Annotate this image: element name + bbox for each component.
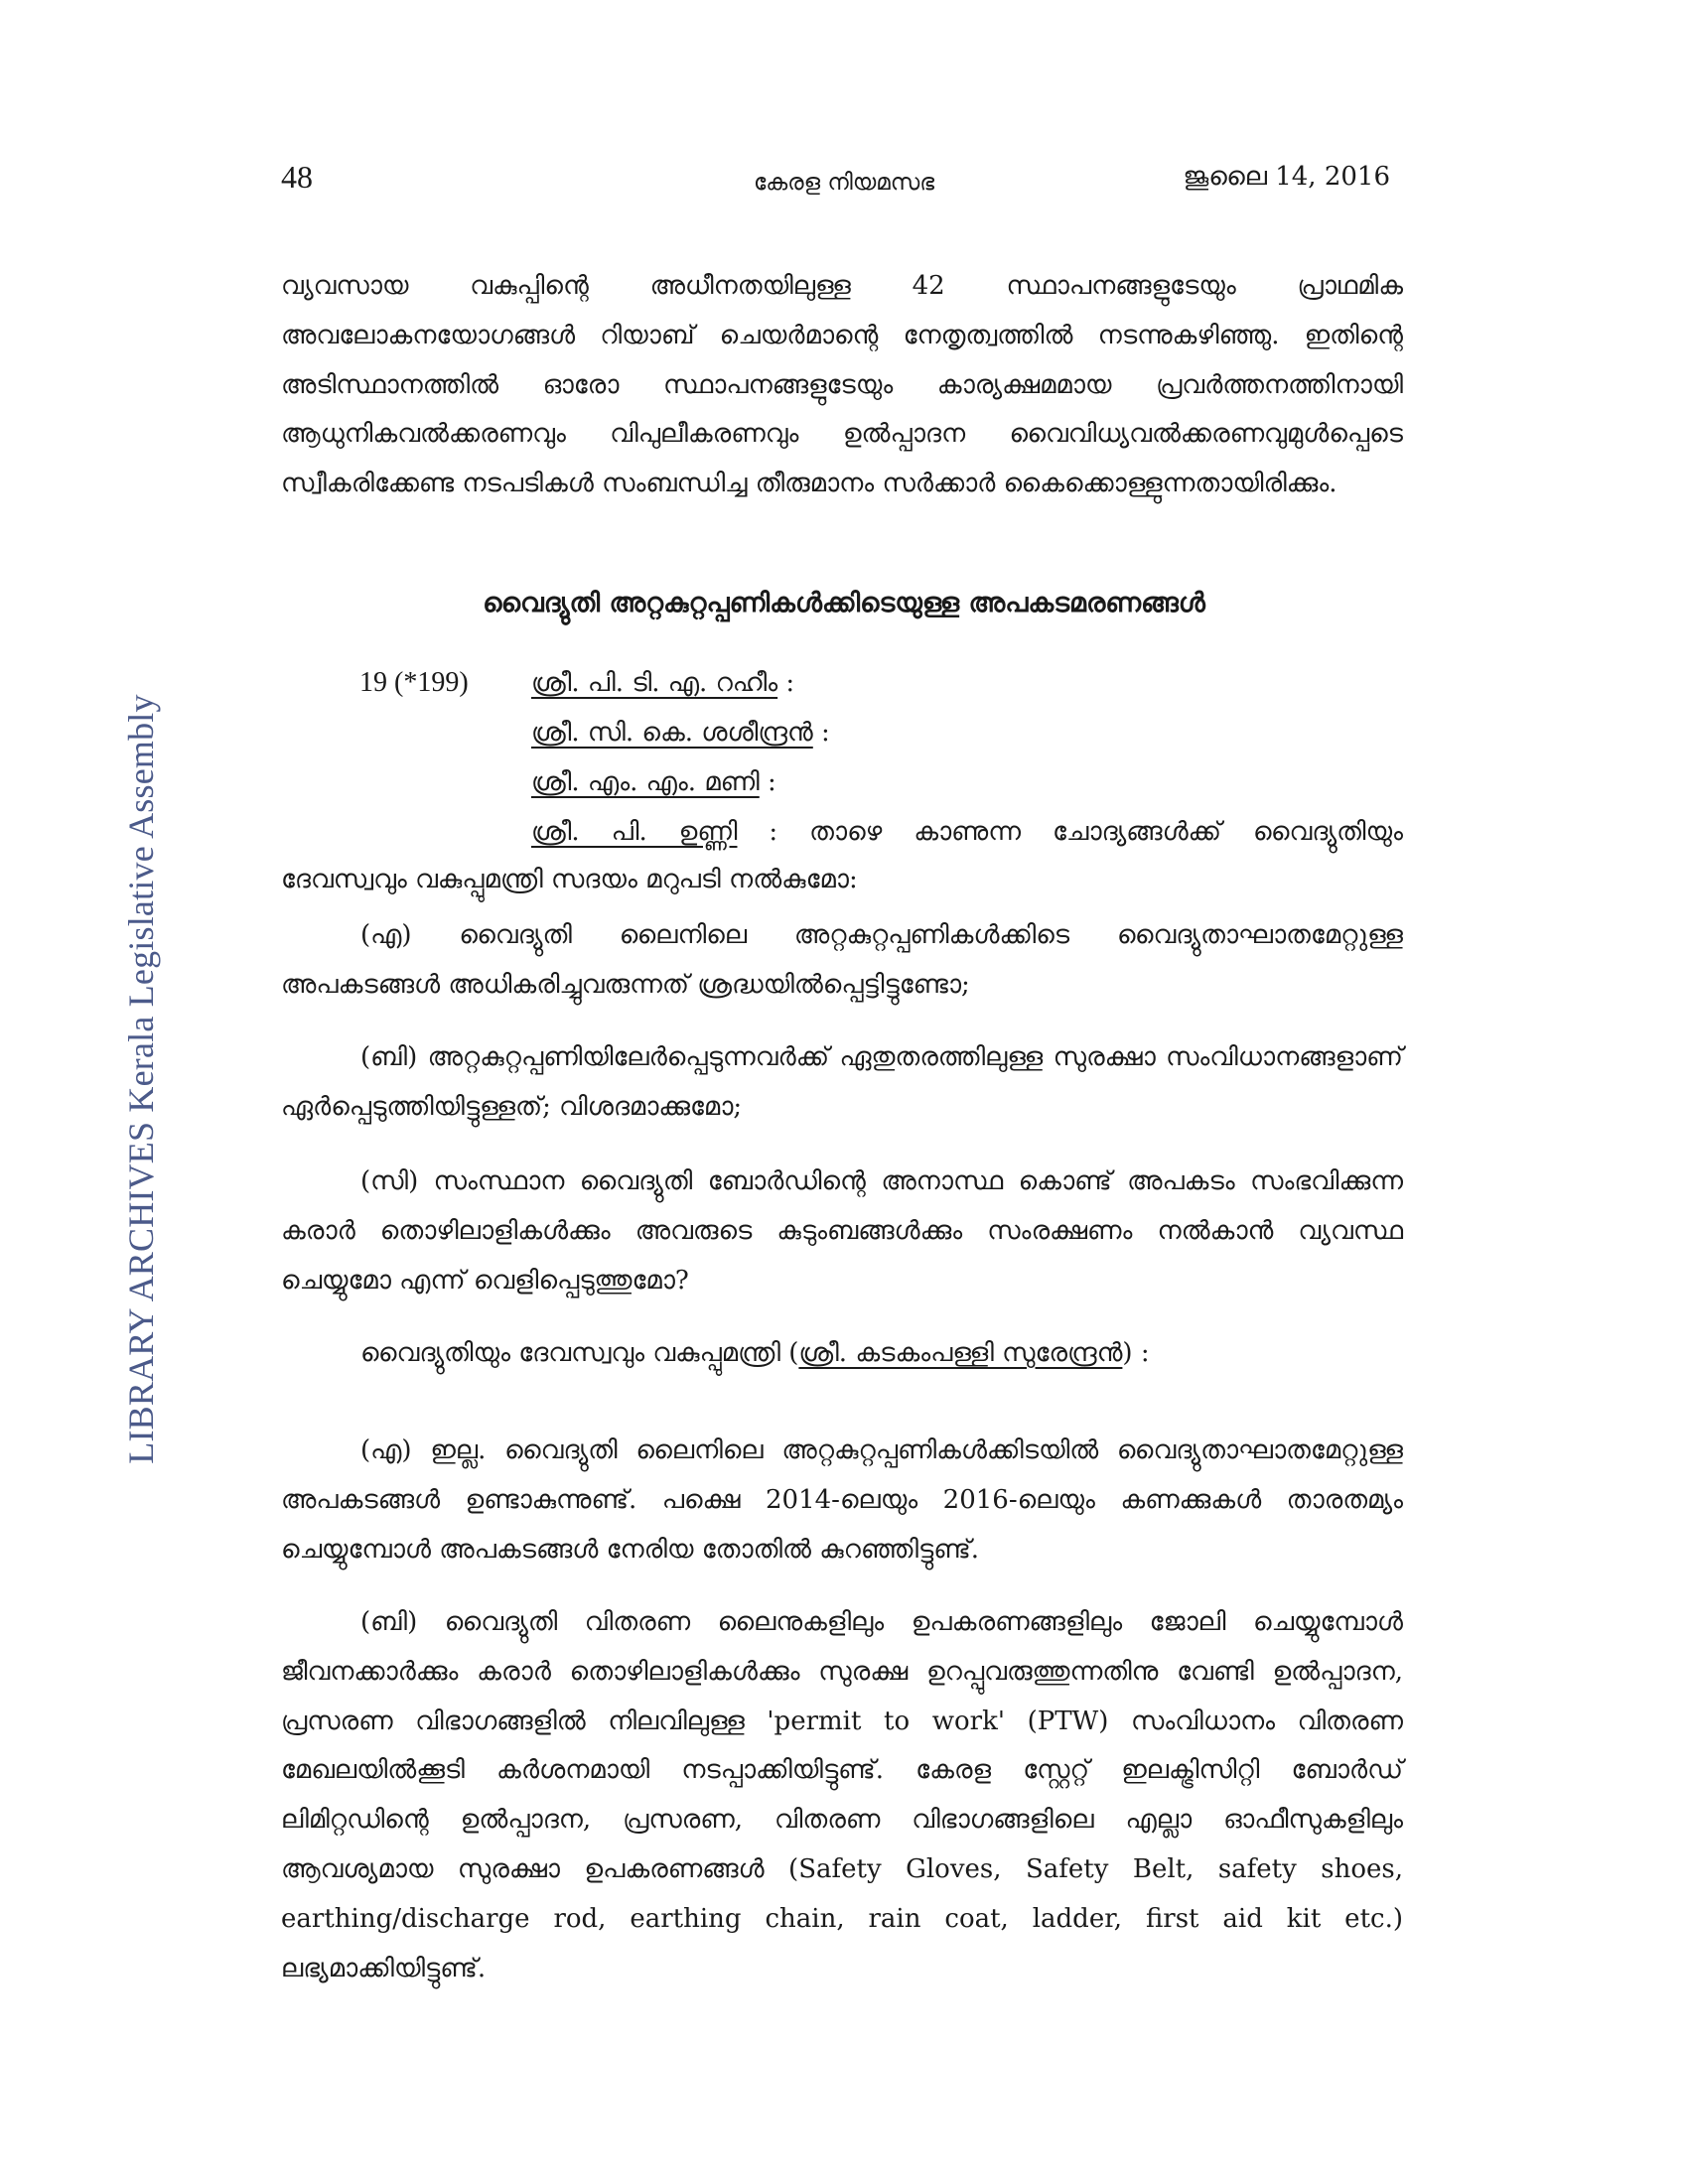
header-date: ജൂലൈ 14, 2016	[1183, 162, 1390, 192]
member-name: ശ്രീ. സി. കെ. ശശീന്ദ്രൻ	[531, 718, 813, 748]
member-2	[531, 709, 830, 756]
minister-line	[281, 1329, 1403, 1379]
lead-in-first: : താഴെ കാണുന്ന ചോദ്യങ്ങൾക്ക് വൈദ്യുതിയും	[737, 817, 1403, 847]
member-colon: :	[812, 718, 830, 748]
minister-suffix: ) :	[1122, 1338, 1150, 1368]
answer-part-b: (ബി) വൈദ്യുതി വിതരണ ലൈനുകളിലും ഉപകരണങ്ങളിലും ജോലി ചെയ്യുമ്പോൾ ജീവനക്കാർക്കും കരാർ തൊഴിലാളികൾക്കും സുരക്ഷ ഉറപ്പുവരുത്തുന്നതിനു വേണ്ടി ഉൽപ്പാദന, പ്രസരണ വിഭാഗങ്ങളിൽ നിലവിലുള്ള 'permit to work' (PTW) സംവിധാനം വിതരണ മേഖലയിൽക്കൂടി കർശനമായി നടപ്പാക്കിയിട്ടുണ്ട്. കേരള സ്റ്റേറ്റ് ഇലക്ട്രിസിറ്റി ബോർഡ് ലിമിറ്റഡിന്റെ ഉൽപ്പാദന, പ്രസരണ, വിതരണ വിഭാഗങ്ങളിലെ എല്ലാ ഓഫീസുകളിലും ആവശ്യമായ സുരക്ഷാ ഉപകരണങ്ങൾ (Safety Gloves, Safety Belt, safety shoes, earthing/discharge rod, earthing chain, rain coat, ladder, first aid kit etc.) ലഭ്യമാക്കിയിട്ടുണ്ട്.	[281, 1607, 1403, 1983]
member-4-lead-in	[281, 808, 1403, 903]
question-part-b: (ബി) അറ്റകുറ്റപ്പണിയിലേർപ്പെടുന്നവർക്ക് ഏതുതരത്തിലുള്ള സുരക്ഷാ സംവിധാനങ്ങളാണ് ഏർപ്പെടുത്തിയിട്ടുള്ളത്; വിശദമാക്കുമോ;	[281, 1042, 1403, 1122]
minister-name: ശ്രീ. കടകംപള്ളി സുരേന്ദ്രൻ	[798, 1338, 1123, 1368]
member-name: ശ്രീ. എം. എം. മണി	[531, 767, 760, 797]
question-part-c: (സി) സംസ്ഥാന വൈദ്യുതി ബോർഡിന്റെ അനാസ്ഥ കൊണ്ട് അപകടം സംഭവിക്കുന്ന കരാർ തൊഴിലാളികൾക്കും അവരുടെ കുടുംബങ്ങൾക്കും സംരക്ഷണം നൽകാൻ വ്യവസ്ഥ ചെയ്യുമോ എന്ന് വെളിപ്പെടുത്തുമോ?	[281, 1166, 1403, 1296]
publication-title: കേരള നിയമസഭ	[753, 170, 935, 196]
member-name: ശ്രീ. പി. ടി. എ. റഹീം	[531, 668, 778, 698]
minister-prefix: വൈദ്യുതിയും ദേവസ്വവും വകുപ്പുമന്ത്രി (	[360, 1338, 799, 1368]
lead-in-second: ദേവസ്വവും വകുപ്പുമന്ത്രി സദയം മറുപടി നൽകുമോ:	[281, 865, 858, 894]
archive-watermark: LIBRARY ARCHIVES Kerala Legislative Assembly	[121, 694, 161, 1464]
question-part-a: (എ) വൈദ്യുതി ലൈനിലെ അറ്റകുറ്റപ്പണികൾക്കിടെ വൈദ്യുതാഘാതമേറ്റുള്ള അപകടങ്ങൾ അധികരിച്ചുവരുന്നത് ശ്രദ്ധയിൽപ്പെട്ടിട്ടുണ്ടോ;	[281, 920, 1403, 1000]
intro-paragraph: വ്യവസായ വകുപ്പിന്റെ അധീനതയിലുള്ള 42 സ്ഥാപനങ്ങളുടേയും പ്രാഥമിക അവലോകനയോഗങ്ങൾ റിയാബ് ചെയർമാന്റെ നേതൃത്വത്തിൽ നടന്നുകഴിഞ്ഞു. ഇതിന്റെ അടിസ്ഥാനത്തിൽ ഓരോ സ്ഥാപനങ്ങളുടേയും കാര്യക്ഷമമായ പ്രവർത്തനത്തിനായി ആധുനികവൽക്കരണവും വിപുലീകരണവും ഉൽപ്പാദന വൈവിധ്യവൽക്കരണവുമുൾപ്പെടെ സ്വീകരിക്കേണ്ട നടപടികൾ സംബന്ധിച്ച തീരുമാനം സർക്കാർ കൈക്കൊള്ളുന്നതായിരിക്കും.	[281, 271, 1403, 499]
member-name: ശ്രീ. പി. ഉണ്ണി	[531, 817, 738, 847]
member-3	[531, 758, 776, 806]
page-number: 48	[281, 159, 313, 195]
member-colon: :	[777, 668, 795, 698]
question-number: 19 (*199)	[359, 667, 469, 698]
member-colon: :	[759, 767, 776, 797]
member-1	[531, 659, 794, 707]
section-heading: വൈദ്യുതി അറ്റകുറ്റപ്പണികൾക്കിടെയുള്ള അപകടമരണങ്ങൾ	[483, 588, 1205, 618]
answer-part-a: (എ) ഇല്ല. വൈദ്യുതി ലൈനിലെ അറ്റകുറ്റപ്പണികൾക്കിടയിൽ വൈദ്യുതാഘാതമേറ്റുള്ള അപകടങ്ങൾ ഉണ്ടാകുന്നുണ്ട്. പക്ഷെ 2014-ലെയും 2016-ലെയും കണക്കുകൾ താരതമ്യം ചെയ്യുമ്പോൾ അപകടങ്ങൾ നേരിയ തോതിൽ കുറഞ്ഞിട്ടുണ്ട്.	[281, 1435, 1403, 1565]
